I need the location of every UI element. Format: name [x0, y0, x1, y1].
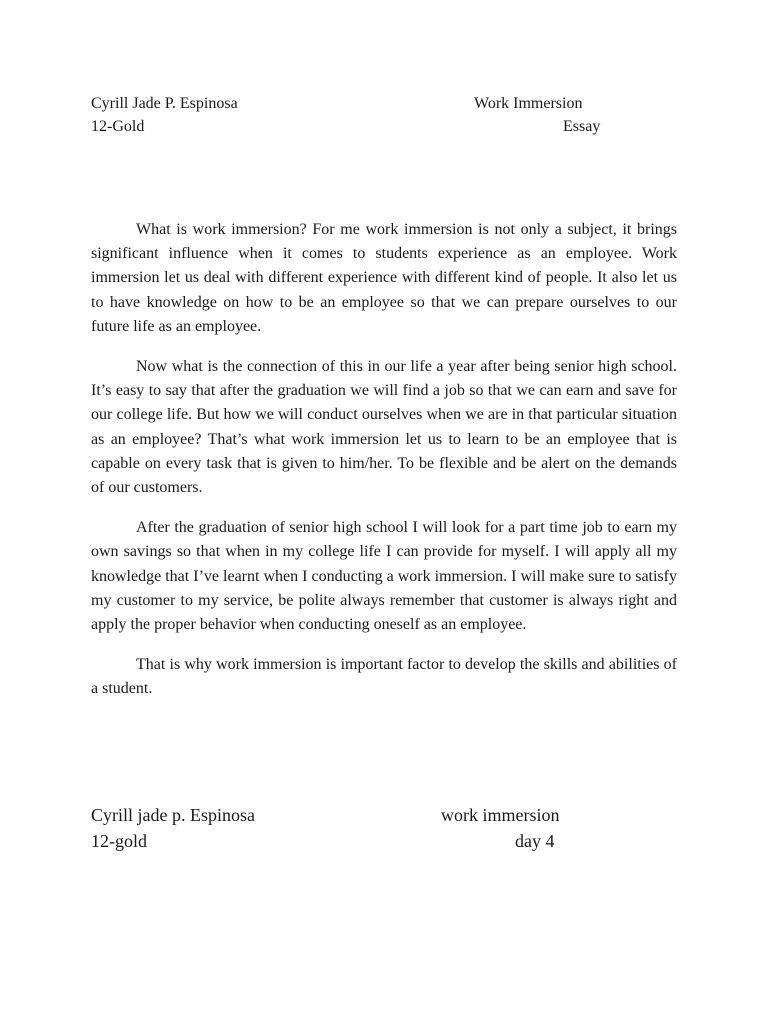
header-section: 12-Gold — [91, 118, 145, 135]
essay-paragraph-4: That is why work immersion is important factor to develop the skills and abilities of a student. — [91, 656, 677, 698]
essay-paragraph-1: What is work immersion? For me work immersion is not only a subject, it brings significant influence when it comes to students experience as an employee. Work immersion let us deal with different experience with different kind of people. It also let us to have knowledge on how to be an employee so that we can prepare ourselves to our future life as an employee. — [91, 221, 677, 335]
essay-body — [91, 218, 677, 718]
footer-subject: work immersion — [441, 805, 560, 825]
essay-paragraph-3: After the graduation of senior high school I will look for a part time job to earn my own savings so that when in my college life I can provide for myself. I will apply all my knowledge that I’ve learnt when I conducting a work immersion. I will make sure to satisfy my customer to my service, be polite always remember that customer is always right and apply the proper behavior when conducting oneself as an employee. — [91, 519, 677, 634]
header-subject: Work Immersion — [474, 95, 583, 112]
footer-section: 12-gold — [91, 831, 147, 851]
header-author: Cyrill Jade P. Espinosa — [91, 95, 238, 112]
essay-paragraph-2: Now what is the connection of this in our life a year after being senior high school. It’s easy to say that after the graduation we will find a job so that we can earn and save for our college life. But how we will conduct ourselves when we are in that particular situation as an employee? That’s what work immersion let us to learn to be an employee that is capable on every task that is given to him/her. To be flexible and be alert on the demands of our customers. — [91, 358, 677, 497]
footer-day: day 4 — [515, 831, 555, 851]
footer-author: Cyrill jade p. Espinosa — [91, 805, 255, 825]
header-doc-type: Essay — [563, 118, 601, 135]
